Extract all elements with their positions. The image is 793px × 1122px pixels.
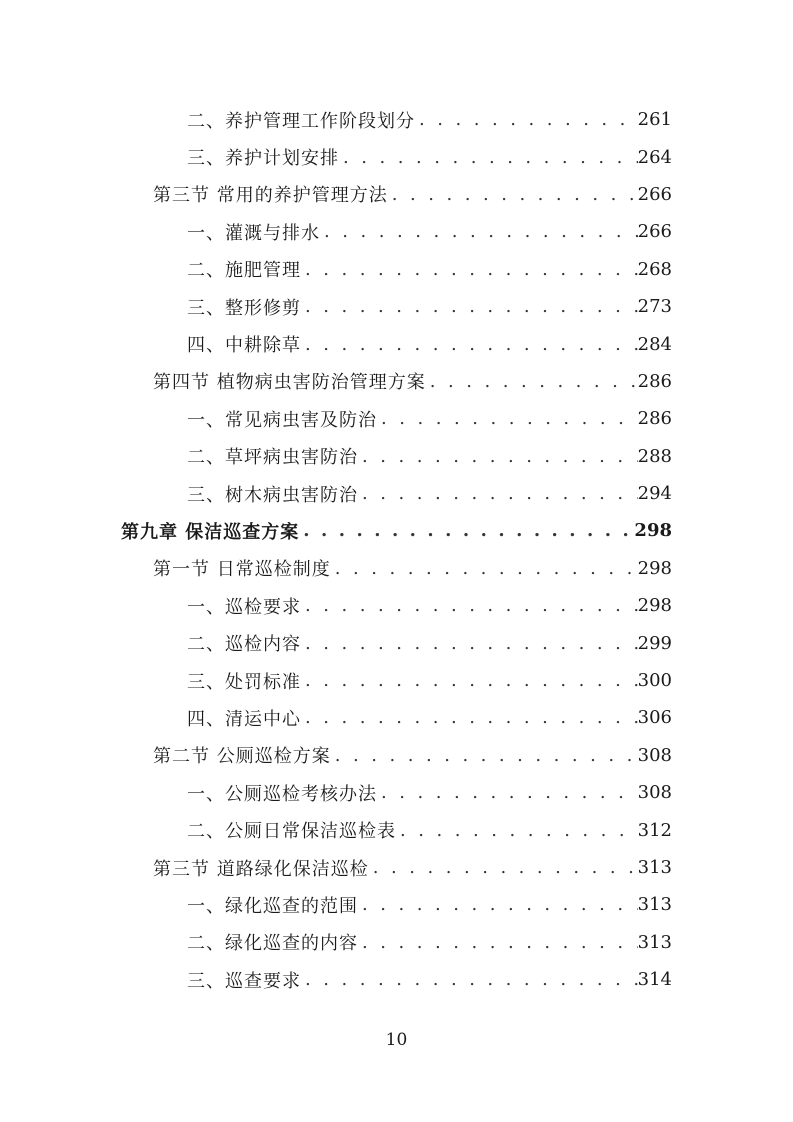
toc-entry[interactable]: [0, 438, 793, 475]
toc-section-entry[interactable]: [0, 176, 793, 213]
toc-entry-page: 313: [637, 931, 672, 953]
leader-dots: [305, 633, 638, 654]
leader-dots: [362, 894, 638, 915]
leader-dots: [362, 483, 638, 504]
leader-dots: [381, 408, 638, 429]
leader-dots: [430, 371, 638, 392]
leader-dots: [400, 820, 638, 841]
toc-entry-title: 一、巡检要求: [187, 596, 301, 618]
toc-entry-title: 二、草坪病虫害防治: [187, 447, 358, 469]
toc-entry-title: 二、巡检内容: [187, 634, 301, 656]
toc-entry[interactable]: [0, 961, 793, 998]
toc-entry-page: 268: [637, 258, 672, 280]
leader-dots: [305, 595, 638, 616]
toc-entry-title: 第三节 常用的养护管理方法: [153, 185, 388, 207]
toc-entry[interactable]: [0, 288, 793, 325]
toc-entry-page: 284: [637, 333, 672, 355]
toc-entry-title: 二、养护管理工作阶段划分: [187, 110, 415, 132]
toc-entry-page: 273: [637, 296, 672, 318]
toc-entry-title: 三、树木病虫害防治: [187, 484, 358, 506]
leader-dots: [419, 109, 638, 130]
toc-entry-page: 294: [637, 483, 672, 505]
toc-entry[interactable]: [0, 475, 793, 512]
toc-entry[interactable]: [0, 251, 793, 288]
leader-dots: [381, 782, 638, 803]
toc-entry-page: 300: [637, 670, 672, 692]
toc-entry-page: 266: [637, 221, 672, 243]
toc-chapter-entry[interactable]: [0, 512, 793, 549]
toc-entry-page: 308: [637, 782, 672, 804]
toc-entry[interactable]: [0, 811, 793, 848]
leader-dots: [392, 184, 638, 205]
toc-entry[interactable]: [0, 662, 793, 699]
leader-dots: [305, 334, 638, 355]
toc-entry-title: 二、公厕日常保洁巡检表: [187, 821, 396, 843]
toc-entry-page: 313: [637, 894, 672, 916]
toc-section-entry[interactable]: [0, 737, 793, 774]
toc-entry[interactable]: [0, 213, 793, 250]
toc-entry-page: 312: [637, 819, 672, 841]
toc-entry-page: 286: [637, 370, 672, 392]
toc-entry-title: 一、灌溉与排水: [187, 222, 320, 244]
toc-entry-page: 264: [637, 146, 672, 168]
toc-entry-page: 298: [637, 595, 672, 617]
toc-entry-page: 266: [637, 183, 672, 205]
leader-dots: [362, 932, 638, 953]
toc-entry-page: 298: [637, 557, 672, 579]
toc-entry[interactable]: [0, 400, 793, 437]
toc-entry-page: 288: [637, 445, 672, 467]
toc-entry-title: 第一节 日常巡检制度: [153, 559, 331, 581]
toc-entry-title: 三、巡查要求: [187, 970, 301, 992]
toc-entry-page: 306: [637, 707, 672, 729]
toc-entry-title: 一、绿化巡查的范围: [187, 895, 358, 917]
leader-dots: [305, 969, 638, 990]
toc-entry[interactable]: [0, 138, 793, 175]
toc-section-entry[interactable]: [0, 550, 793, 587]
leader-dots: [335, 558, 638, 579]
leader-dots: [305, 259, 638, 280]
toc-entry[interactable]: [0, 699, 793, 736]
toc-entry-page: 298: [634, 520, 672, 542]
leader-dots: [303, 520, 634, 541]
leader-dots: [335, 745, 638, 766]
toc-entry[interactable]: [0, 624, 793, 661]
toc-entry-page: 308: [637, 744, 672, 766]
toc-entry-title: 三、养护计划安排: [187, 148, 339, 170]
toc-entry[interactable]: [0, 886, 793, 923]
leader-dots: [343, 147, 638, 168]
toc-entry-title: 一、公厕巡检考核办法: [187, 783, 377, 805]
toc-entry-title: 二、施肥管理: [187, 260, 301, 282]
toc-entry[interactable]: [0, 587, 793, 624]
toc-entry[interactable]: [0, 774, 793, 811]
toc-section-entry[interactable]: [0, 849, 793, 886]
toc-entry-page: 299: [637, 632, 672, 654]
toc-entry-title: 四、清运中心: [187, 708, 301, 730]
toc-entry-title: 三、处罚标准: [187, 671, 301, 693]
toc-entry-title: 第九章 保洁巡查方案: [121, 521, 300, 543]
toc-entry-page: 314: [637, 969, 672, 991]
leader-dots: [305, 670, 638, 691]
toc-entry-title: 三、整形修剪: [187, 297, 301, 319]
leader-dots: [373, 857, 638, 878]
toc-entry-title: 第二节 公厕巡检方案: [153, 746, 331, 768]
table-of-contents: [0, 101, 793, 998]
leader-dots: [324, 221, 638, 242]
leader-dots: [305, 296, 638, 317]
toc-entry-page: 261: [637, 109, 672, 131]
toc-entry-title: 第三节 道路绿化保洁巡检: [153, 858, 369, 880]
toc-entry[interactable]: [0, 325, 793, 362]
toc-entry-page: 313: [637, 857, 672, 878]
leader-dots: [305, 707, 638, 728]
toc-entry[interactable]: [0, 924, 793, 961]
toc-entry-title: 一、常见病虫害及防治: [187, 409, 377, 431]
page-number: 10: [385, 1030, 408, 1050]
toc-section-entry[interactable]: [0, 363, 793, 400]
toc-entry-page: 286: [637, 408, 672, 430]
toc-entry-title: 四、中耕除草: [187, 335, 301, 357]
toc-entry[interactable]: [0, 101, 793, 138]
leader-dots: [362, 446, 638, 467]
toc-entry-title: 第四节 植物病虫害防治管理方案: [153, 372, 426, 394]
toc-entry-title: 二、绿化巡查的内容: [187, 933, 358, 955]
